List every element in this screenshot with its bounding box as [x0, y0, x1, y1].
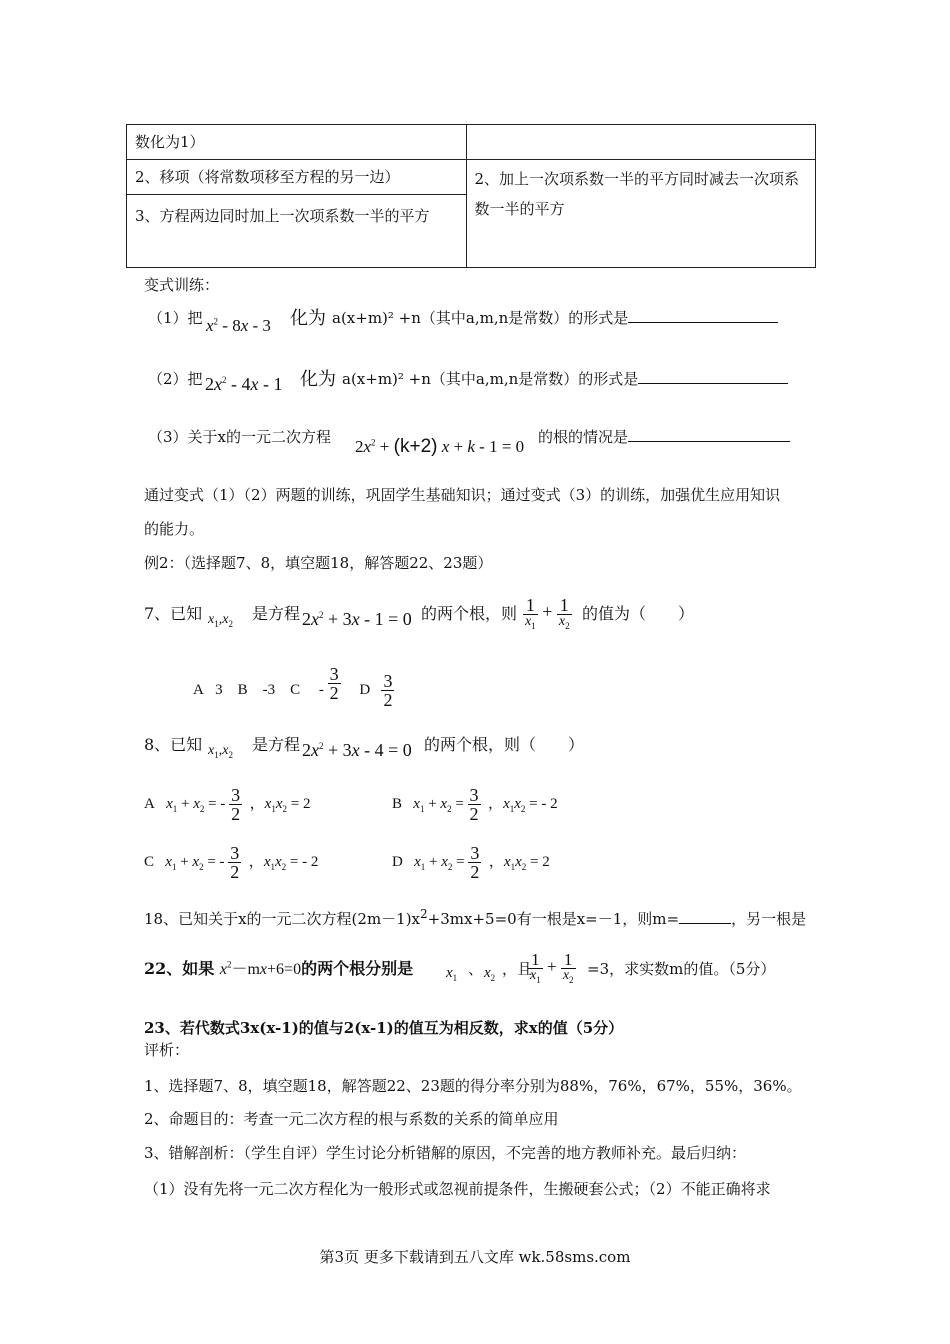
q2-mid: 化为: [300, 369, 336, 390]
q8-option-c: C $x_1 + x_2$ = - $\frac{3}{2}$ ，$x_1x_2$ = - 2: [144, 843, 319, 882]
q2-form: a(x+m)² +n（其中a,m,n是常数）的形式是: [342, 368, 788, 389]
q7-vars: $x_1,x_2$: [208, 612, 233, 629]
q22-reciprocal-sum: $\frac{1}{x_1}$ + $\frac{1}{x_2}$: [530, 950, 574, 985]
q8-option-b: B $x_1 + x_2$ = $\frac{3}{2}$ ，$x_1x_2$ = - 2: [392, 785, 558, 824]
answer-blank: [628, 427, 790, 442]
q2-prefix: （2）把: [148, 370, 203, 388]
table-cell: 数化为1）: [127, 125, 467, 160]
q22-root-x2: $x_2$: [484, 965, 496, 983]
q8-option-d: D $x_1 + x_2$ = $\frac{3}{2}$ ，$x_1x_2 = 2$: [392, 843, 550, 882]
q22-mid2: ，且: [502, 960, 533, 978]
q8-suffix: 的两个根，则（ ）: [424, 735, 585, 754]
q3-prefix: （3）关于x的一元二次方程: [148, 428, 332, 446]
q7-options: A 3 B -3 C - $\frac{3}{2}$ D $\frac{3}{2}$: [193, 664, 393, 710]
q7-prefix: 7、已知: [144, 604, 203, 623]
q7-equation: $2x^2 + 3x - 1 = 0$: [302, 609, 412, 629]
review-line-4: （1）没有先将一元二次方程化为一般形式或忽视前提条件，生搬硬套公式；（2）不能正确将求: [144, 1180, 771, 1198]
q1-expression: $x^2 - 8x - 3$: [206, 316, 271, 335]
q1-form: a(x+m)² +n（其中a,m,n是常数）的形式是: [332, 307, 778, 328]
table-cell-empty: [466, 125, 816, 160]
q23: 23、若代数式3x(x-1)的值与2(x-1)的值互为相反数，求x的值（5分）: [144, 1019, 624, 1037]
method-table: [126, 124, 816, 268]
q22-suffix: =3，求实数m的值。（5分）: [587, 960, 776, 978]
q8-mid: 是方程: [252, 735, 301, 754]
table-cell: 2、移项（将常数项移至方程的另一边）: [127, 160, 467, 195]
table-cell: 2、加上一次项系数一半的平方同时减去一次项系数一半的平方: [466, 160, 816, 268]
q3-expression: $2x^2 + (k+2) x + k - 1 = 0$: [355, 436, 525, 457]
q22: 22、如果 $x^2-mx+6=0$的两个根分别是: [144, 959, 414, 978]
review-line-3: 3、错解剖析：（学生自评）学生讨论分析错解的原因，不完善的地方教师补充。最后归纳：: [144, 1144, 747, 1162]
answer-blank: [679, 909, 731, 924]
q22-root-x1: $x_1$: [446, 965, 458, 983]
answer-blank: [638, 369, 788, 384]
training-title: 变式训练：: [144, 276, 220, 294]
q8-equation: $2x^2 + 3x - 4 = 0$: [302, 740, 412, 760]
q2-expression: $2x^2 - 4x - 1$: [205, 374, 283, 394]
example-2-heading: 例2：（选择题7、8，填空题18，解答题22、23题）: [144, 554, 493, 572]
q1-mid: 化为: [290, 308, 326, 329]
q8-vars: $x_1,x_2$: [208, 743, 233, 760]
q7-mid2: 的两个根，则: [421, 604, 518, 623]
review-line-2: 2、命题目的：考查一元二次方程的根与系数的关系的简单应用: [144, 1110, 559, 1128]
review-line-1: 1、选择题7、8，填空题18，解答题22、23题的得分率分别为88%，76%，67%，55%，36%。: [144, 1077, 802, 1095]
q7-mid: 是方程: [252, 604, 301, 623]
summary-line-2: 的能力。: [144, 520, 205, 538]
summary-line-1: 通过变式（1）（2）两题的训练，巩固学生基础知识；通过变式（3）的训练，加强优生应用知识: [144, 486, 781, 504]
table-cell: 3、方程两边同时加上一次项系数一半的平方: [127, 195, 467, 268]
training-q1: [148, 307, 203, 328]
q8-option-a: A $x_1 + x_2$ = - $\frac{3}{2}$ ，$x_1x_2 = 2$: [144, 785, 311, 824]
q8-prefix: 8、已知: [144, 735, 203, 754]
q1-prefix: （1）把: [148, 309, 203, 327]
q18: 18、已知关于x的一元二次方程$(2m-1)x^2+3mx+5=0$有一根是x=－1，则m= ，另一根是: [144, 907, 807, 928]
q3-suffix: 的根的情况是: [538, 426, 790, 447]
q22-comma: 、: [468, 960, 484, 978]
q7-suffix: 的值为（ ）: [582, 604, 695, 623]
review-title: 评析：: [144, 1041, 190, 1059]
q7-reciprocal-sum: $\frac{1}{x_1}$ + $\frac{1}{x_2}$: [525, 595, 570, 631]
answer-blank: [628, 308, 778, 323]
page-footer: 第3页 更多下载请到五八文库 wk.58sms.com: [319, 1248, 631, 1266]
